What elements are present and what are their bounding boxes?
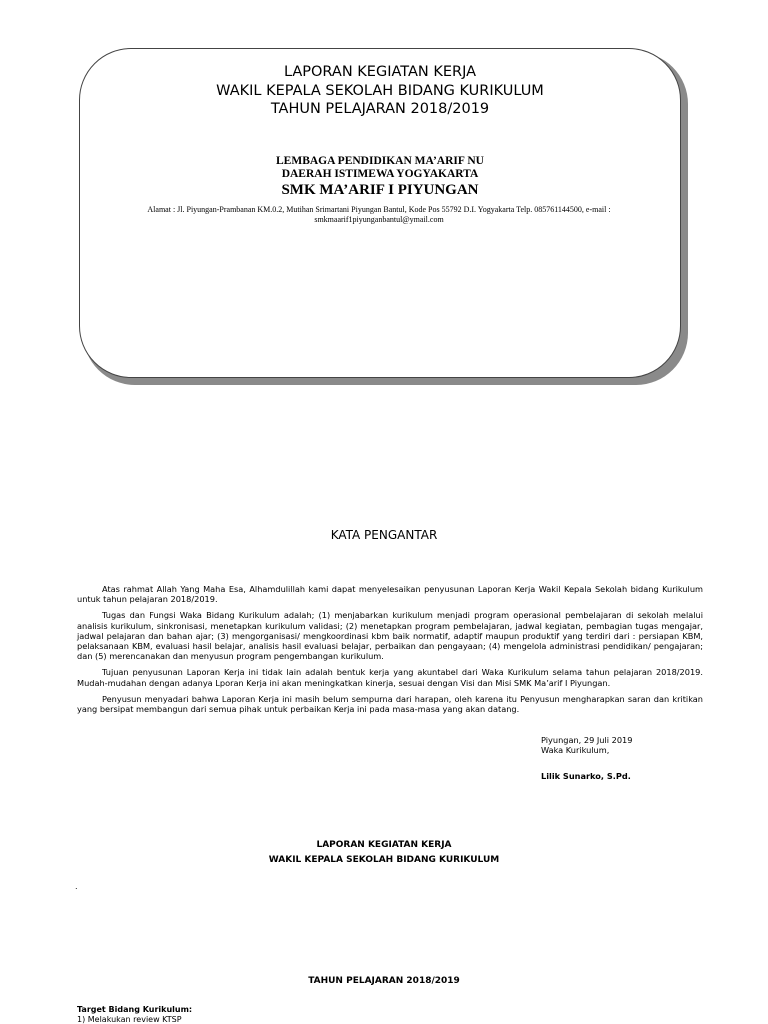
institution-line1: LEMBAGA PENDIDIKAN MA’ARIF NU [276,155,484,167]
preface-paragraph-3: Tujuan penyusunan Laporan Kerja ini tidak lain adalah bentuk kerja yang akuntabel dari Waka Kurikulum selama tahun pelajaran 2018/2019. Mudah-mudahan dengan adanya Lporan Kerja ini akan meningkatkan kinerja, sesuai dengan Visi dan Misi SMK Ma’arif I Piyungan. [77,667,703,688]
report-title-line1: LAPORAN KEGIATAN KERJA [316,840,452,850]
report-title-line2: WAKIL KEPALA SEKOLAH BIDANG KURIKULUM [268,855,500,865]
preface-paragraph-4: Penyusun menyadari bahwa Laporan Kerja ini masih belum sempurna dari harapan, oleh karena itu Penyusun mengharapkan saran dan kritikan yang bersipat membangun dari semua pihak untuk perbaikan Kerja ini pada masa-masa yang akan datang. [77,693,703,715]
target-heading: Target Bidang Kurikulum: [77,1005,193,1014]
stray-dot: . [75,882,78,891]
report-year: TAHUN PELAJARAN 2018/2019 [308,976,460,986]
school-name: SMK MA’ARIF I PIYUNGAN [281,182,479,198]
signature-name: Lilik Sunarko, S.Pd. [541,771,631,781]
address-email: smkmaarif1piyunganbantul@ymail.com [314,215,444,224]
preface-paragraph-1: Atas rahmat Allah Yang Maha Esa, Alhamdulillah kami dapat menyelesaikan penyusunan Laporan Kerja Wakil Kepala Sekolah bidang Kurikulum untuk tahun pelajaran 2018/2019. [77,584,703,605]
target-item-1: 1) Melakukan review KTSP [77,1015,182,1024]
preface-body [77,584,703,714]
preface-paragraph-2: Tugas dan Fungsi Waka Bidang Kurikulum adalah; (1) menjabarkan kurikulum menjadi program operasional pembelajaran di sekolah melalui analisis kurikulum, sinkronisasi, menetapkan kurikulum validasi; (2) menetapkan program pembelajaran, jadwal kegiatan, pembagian tugas mengajar, jadwal pelajaran dan bahan ajar; (3) mengorganisasi/ mengkoordinasi kbm baik normatif, adaptif maupun produktif yang terdiri dari : persiapan KBM, pelaksanaan KBM, evaluasi hasil belajar, analisis hasil evaluasi belajar, perbaikan dan pengayaan; (4) mengelola administrasi pendidikan/ pengajaran; dan (5) merencanakan dan menyusun program pengembangan kurikulum. [77,610,703,662]
cover-title-line1: LAPORAN KEGIATAN KERJA [283,64,477,80]
cover-title-line3: TAHUN PELAJARAN 2018/2019 [270,101,490,117]
signature-role: Waka Kurikulum, [541,745,610,755]
signature-place-date: Piyungan, 29 Juli 2019 [541,735,633,745]
school-address [105,205,653,225]
address-line1: Alamat : Jl. Piyungan-Prambanan KM.0.2, Mutihan Srimartani Piyungan Bantul, Kode Pos 55792 D.I. Yogyakarta Telp. 085761144500, e-mail : [147,205,611,214]
cover-title-line2: WAKIL KEPALA SEKOLAH BIDANG KURIKULUM [216,83,544,99]
preface-heading: KATA PENGANTAR [330,528,438,542]
institution-line2: DAERAH ISTIMEWA YOGYAKARTA [281,168,479,180]
